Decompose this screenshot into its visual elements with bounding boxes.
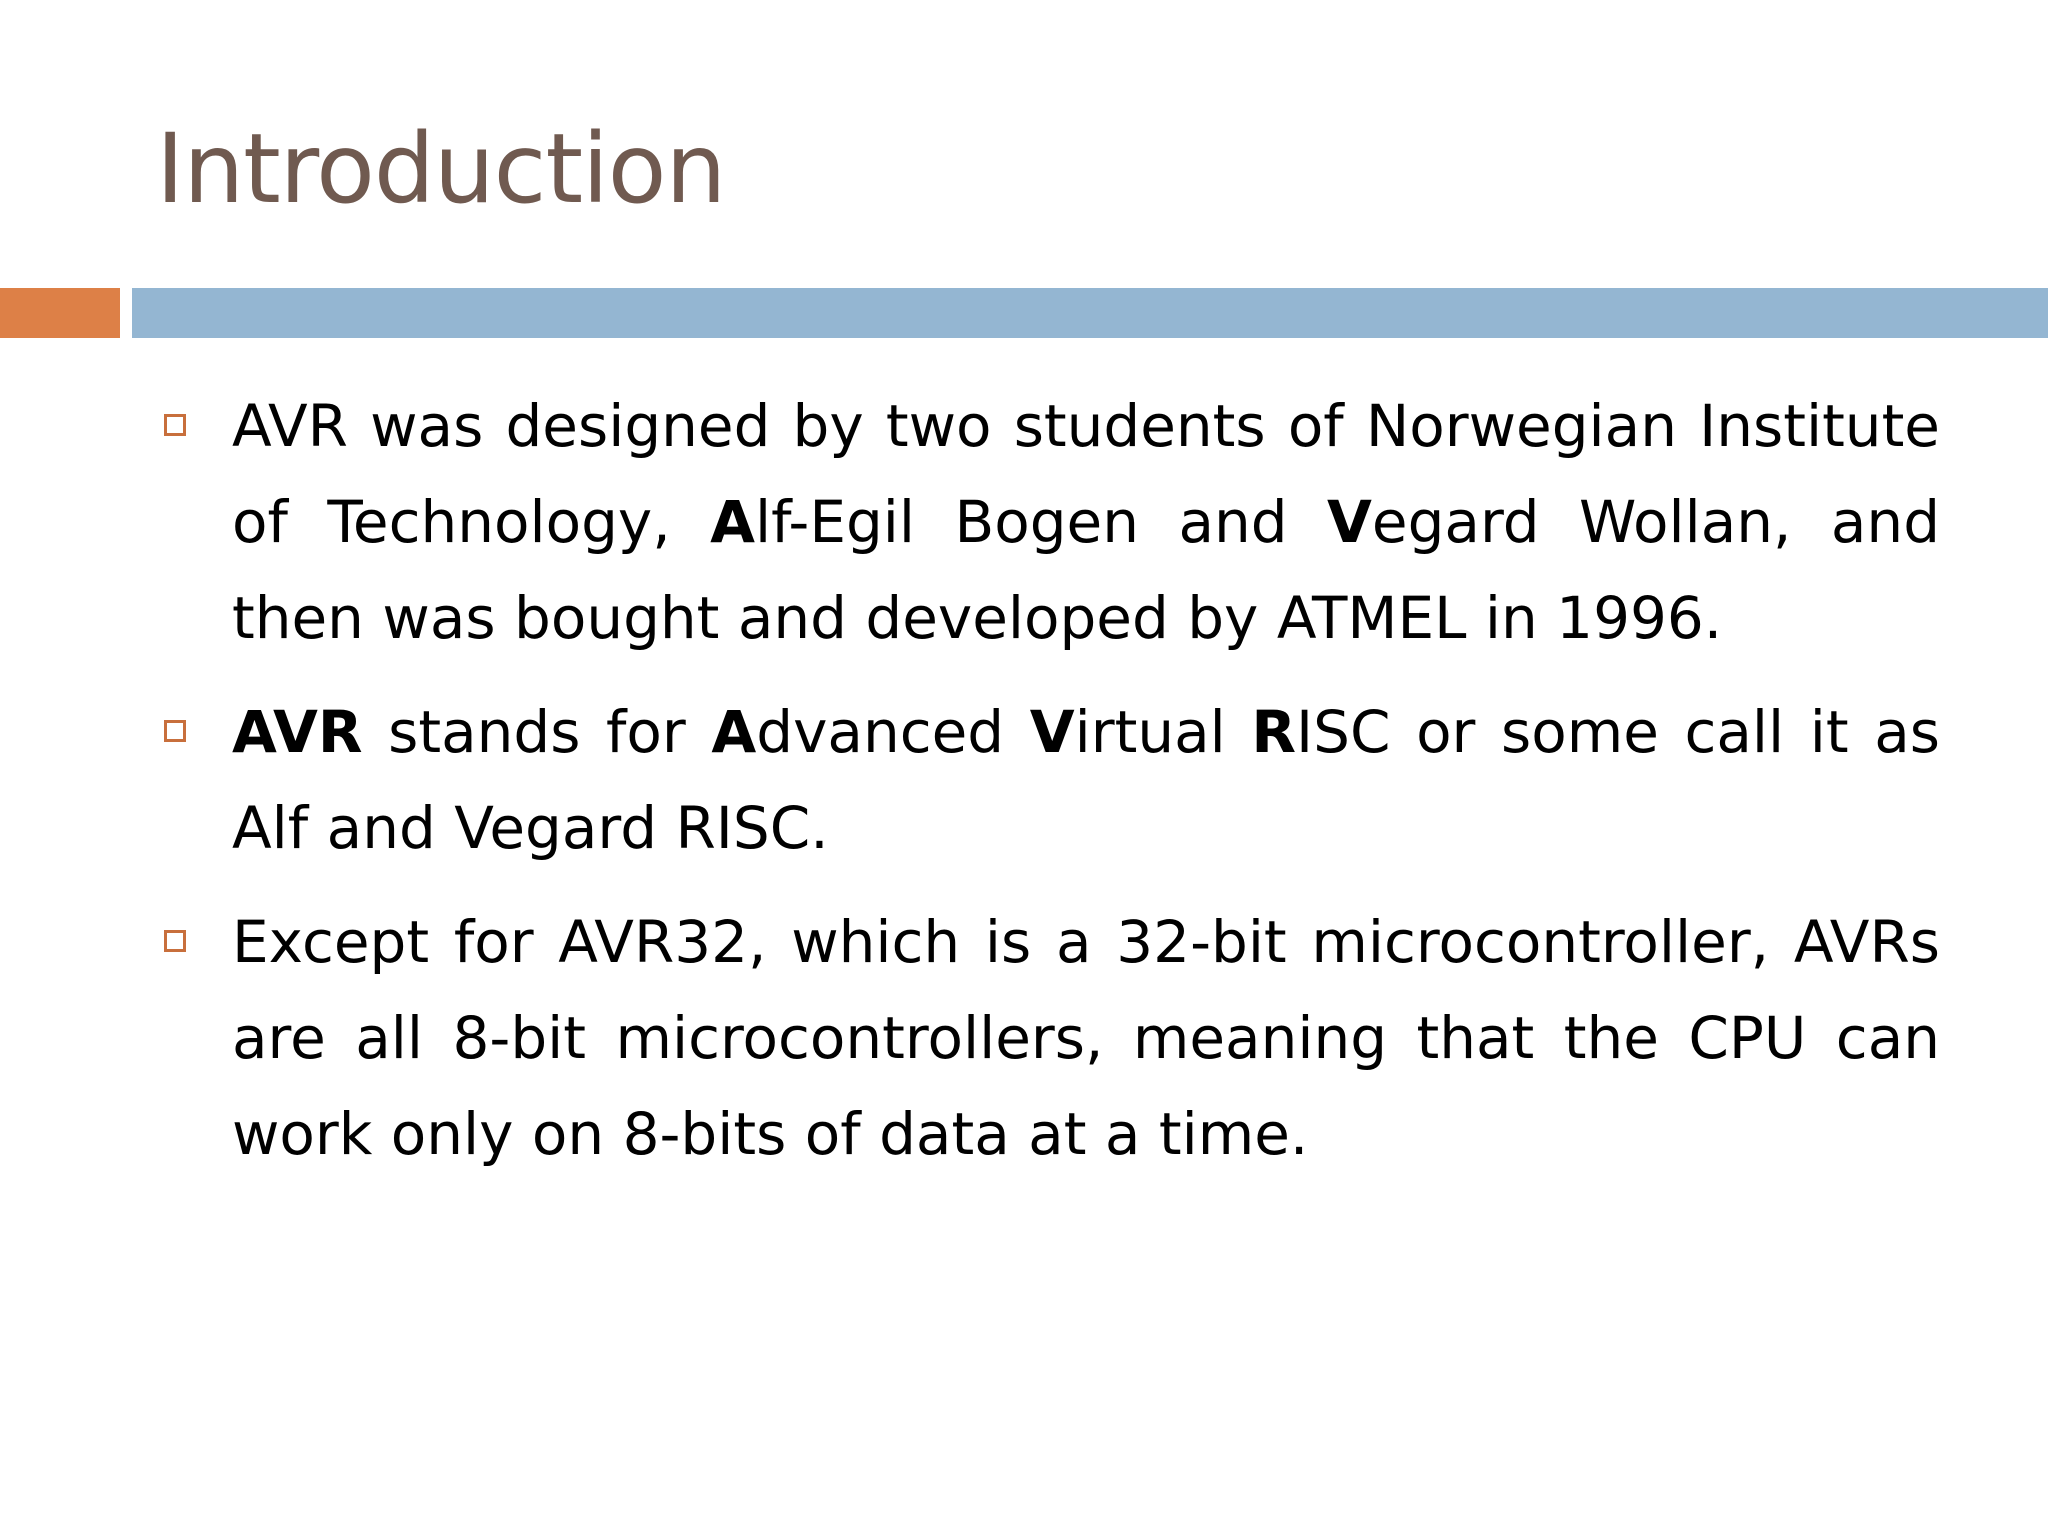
bullet-text — [232, 894, 1940, 1182]
bullet-item — [160, 378, 1940, 666]
text-segment: irtual — [1074, 698, 1252, 766]
text-segment: Except for AVR32, which is a 32-bit microcontroller, AVRs are all 8-bit microcontrollers, meaning that the CPU can work only on 8-bits of data at a time. — [232, 908, 1940, 1168]
bullet-text — [232, 378, 1940, 666]
bold-segment: V — [1327, 488, 1372, 556]
bold-segment: A — [710, 488, 756, 556]
bullet-list — [160, 378, 1940, 1200]
bullet-item — [160, 684, 1940, 876]
text-segment: ISC or some call it as Alf and Vegard RISC. — [232, 698, 1941, 862]
square-bullet-icon — [164, 720, 186, 742]
bold-segment: A — [711, 698, 757, 766]
text-segment: stands for — [362, 698, 712, 766]
square-bullet-icon — [164, 930, 186, 952]
bullet-item — [160, 894, 1940, 1182]
bold-segment: R — [1251, 698, 1297, 766]
slide-title: Introduction — [156, 113, 726, 225]
square-bullet-icon — [164, 414, 186, 436]
bullet-text — [232, 684, 1940, 876]
text-segment: egard Wollan, and then was bought and developed by ATMEL in 1996. — [232, 488, 1941, 652]
title-accent-bar — [0, 288, 120, 338]
bold-segment: V — [1029, 698, 1075, 766]
text-segment: dvanced — [756, 698, 1030, 766]
text-segment: lf-Egil Bogen and — [755, 488, 1328, 556]
bold-segment: AVR — [232, 698, 363, 766]
text-segment: AVR was designed by two students of Norwegian Institute of Technology, — [232, 392, 1940, 556]
title-divider-bar — [132, 288, 2048, 338]
